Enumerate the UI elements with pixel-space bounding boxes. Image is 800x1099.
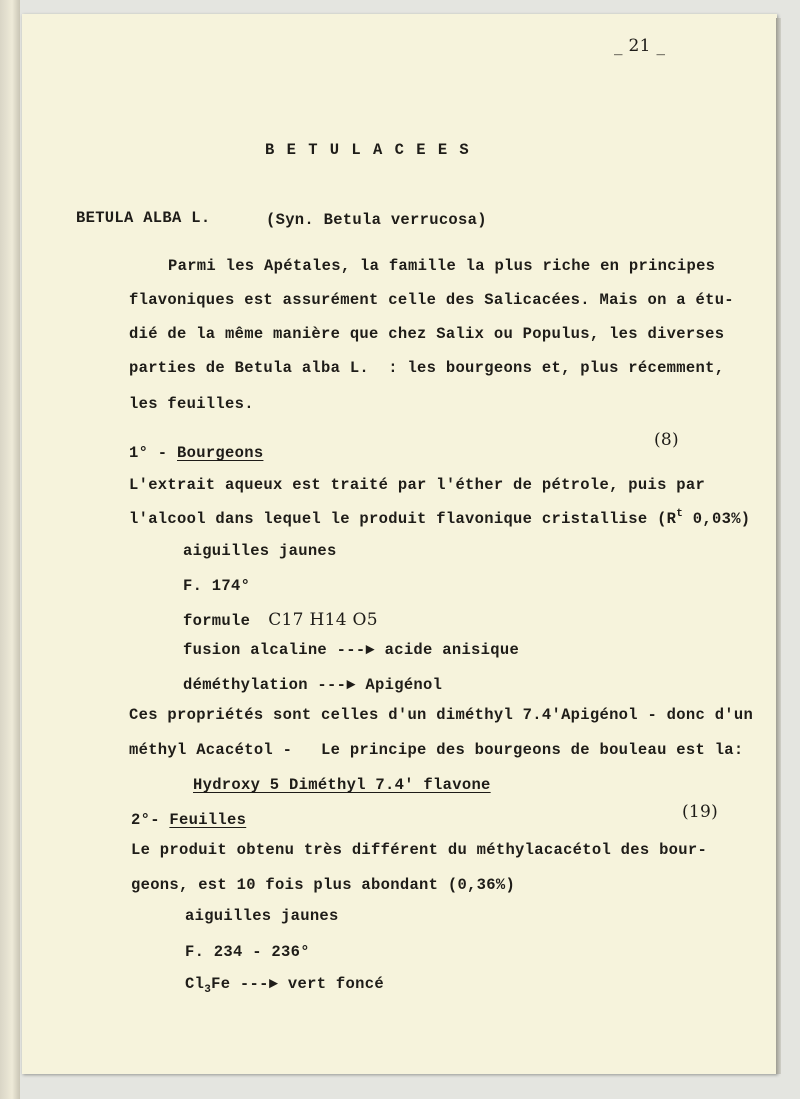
binding-edge <box>0 0 20 1099</box>
page-shadow <box>776 18 781 1074</box>
section1-title: Bourgeons <box>177 444 264 462</box>
section2-reference: (19) <box>682 802 719 822</box>
section1-text-1: L'extrait aqueux est traité par l'éther de pétrole, puis par <box>129 476 706 494</box>
document-page <box>22 14 777 1074</box>
family-title: B E T U L A C E E S <box>265 141 471 159</box>
section1-reference: (8) <box>654 430 679 450</box>
conclusion-line-1: Ces propriétés sont celles d'un diméthyl 7.4'Apigénol - donc d'un <box>129 706 754 724</box>
result-compound: Hydroxy 5 Diméthyl 7.4' flavone <box>193 776 491 794</box>
reagent-subscript: 3 <box>204 984 212 996</box>
yield-superscript: t <box>676 508 684 520</box>
yield-value: 0,03%) <box>683 510 751 528</box>
section1-text-2-main: l'alcool dans lequel le produit flavonique cristallise (R <box>129 510 677 528</box>
species-synonym: (Syn. Betula verrucosa) <box>266 211 487 229</box>
species-name: BETULA ALBA L. <box>76 209 211 227</box>
section2-text-2: geons, est 10 fois plus abondant (0,36%) <box>131 876 516 894</box>
intro-line-2: flavoniques est assurément celle des Salicacées. Mais on a étu- <box>129 291 734 309</box>
section2-number: 2°- <box>131 811 170 829</box>
reagent-result: Fe ---► vert foncé <box>211 975 384 993</box>
property-formula <box>183 610 378 631</box>
section2-ferric-chloride-test <box>185 974 384 1000</box>
property-demethylation: déméthylation ---► Apigénol <box>183 676 443 694</box>
section2-needles: aiguilles jaunes <box>185 907 339 925</box>
intro-line-5: les feuilles. <box>129 395 254 413</box>
property-needles: aiguilles jaunes <box>183 542 337 560</box>
section2-title: Feuilles <box>169 811 247 829</box>
conclusion-line-2: méthyl Acacétol - Le principe des bourgeons de bouleau est la: <box>129 741 744 759</box>
section1-number: 1° - <box>129 444 178 462</box>
property-alkaline-fusion: fusion alcaline ---► acide anisique <box>183 641 520 659</box>
section1-text-2 <box>129 504 750 529</box>
intro-line-1: Parmi les Apétales, la famille la plus riche en principes <box>168 257 716 275</box>
property-melting-point: F. 174° <box>183 577 251 595</box>
reagent-prefix: Cl <box>185 975 205 993</box>
section2-text-1: Le produit obtenu très différent du méthylacacétol des bour- <box>131 841 708 859</box>
formula-label: formule <box>183 612 251 630</box>
intro-line-4: parties de Betula alba L. : les bourgeons et, plus récemment, <box>129 359 725 377</box>
formula-value: C17 H14 O5 <box>268 610 378 630</box>
page-number: _ 21 _ <box>614 36 666 56</box>
section1-heading <box>129 443 263 463</box>
section2-melting-point: F. 234 - 236° <box>185 943 310 961</box>
intro-line-3: dié de la même manière que chez Salix ou Populus, les diverses <box>129 325 725 343</box>
section2-heading <box>131 810 246 830</box>
